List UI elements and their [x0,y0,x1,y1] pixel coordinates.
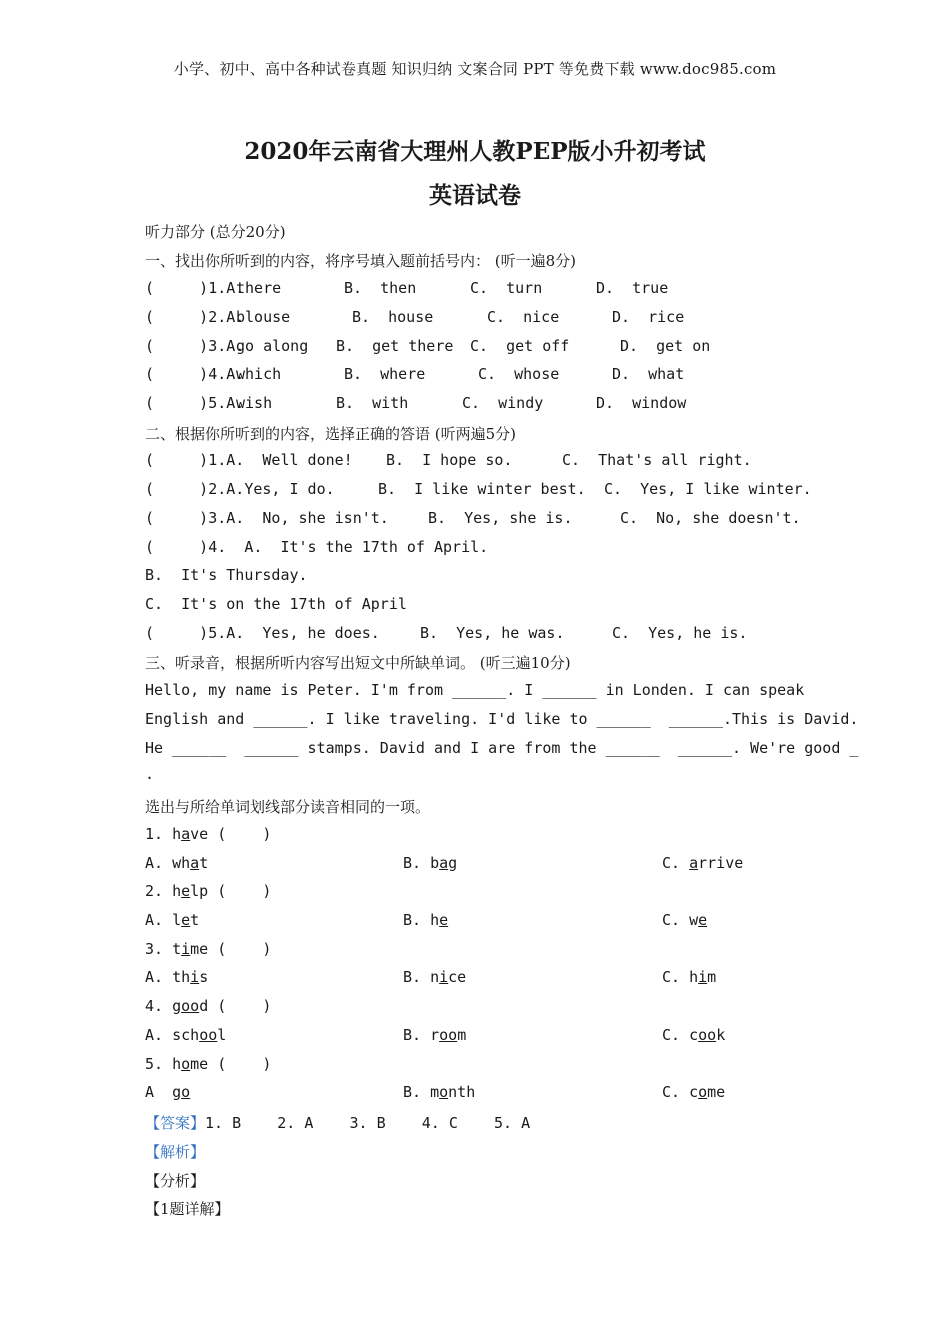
exam-subtitle: 英语试卷 [429,182,521,209]
phonics-option-c: C. cook [662,1026,726,1044]
phonics-option-a: A. what [145,854,209,872]
phonics-option-a: A. let [145,911,200,929]
fenxi-tag: 【分析】 [145,1172,206,1190]
phonics-question: 4. good ( ) [145,997,272,1015]
phonics-option-b: B. he [403,911,449,929]
phonics-option-c: C. arrive [662,854,744,872]
section2-q5-c: C. Yes, he is. [612,624,748,642]
section2-q2-b: B. I like winter best. [378,480,586,498]
listening-total: 听力部分 (总分20分) [145,223,286,241]
phonics-option-c: C. him [662,968,717,986]
phonics-option-a: A go [145,1083,191,1101]
section2-q2-c: C. Yes, I like winter. [604,480,812,498]
exam-title: 2020年云南省大理州人教PEP版小升初考试 [244,138,706,165]
section2-q4-b: B. It's Thursday. [145,566,308,584]
cloze-line: . [145,765,155,783]
document-page: 小学、初中、高中各种试卷真题 知识归纳 文案合同 PPT 等免费下载 www.doc985.com 2020年云南省大理州人教PEP版小升初考试 英语试卷 听力部分 (总分20分) 一、找出你所听到的内容，将序号填入题前括号内： (听一遍8分) ( )1.A. there B. then C. turn D. true ( )2.A. blouse B. house C. nice D. rice ( )3.A. go along B. get there C. get off D. get on ( )4.A. which B. where C. whose D. what ( )5.A. wish B. with C. windy D. window 二、根据你所听到的内容，选择正确的答语 (听两遍5分) ( )1.A. Well done! B. I hope so. C. That's all right. ( )2.A.Yes, I do. B. I like winter best. C. Yes, I like winter. ( )3.A. No, she isn't. B. Yes, she is. C. No, she doesn't. ( )4. A. It's the 17th of April. B. It's Thursday. C. It's on the 17th of April ( )5.A. Yes, he does. B. Yes, he was. C. Yes, he is. 三、听录音，根据所听内容写出短文中所缺单词。 (听三遍10分) Hello, my name is Peter. I'm from ______. I ______ in Londen. I can speak English and ______. I like traveling. I'd like to ______ ______.This is David. He ______ ______ stamps. David and I are from the ______ ______. We're good _ . 选出与所给单词划线部分读音相同的一项。 1. have ( ) A. what B. bag C. arrive 2. help ( ) A. let B. he C. we 3. time ( ) A. this B. nice C. him 4. good ( ) A. school B. room C. cook 5. home ( ) A go B. month C. come 【答案】1. B 2. A 3. B 4. C 5. A 【解析】 【分析】 【1题详解】 [0,0,950,1344]
answer-tag: 【答案】 [145,1114,206,1132]
section1-heading: 一、找出你所听到的内容，将序号填入题前括号内： (听一遍8分) [145,252,577,270]
phonics-option-a: A. this [145,968,209,986]
phonics-option-a: A. school [145,1026,227,1044]
phonics-question: 3. time ( ) [145,940,272,958]
phonics-question: 1. have ( ) [145,825,272,843]
answer-text: 1. B 2. A 3. B 4. C 5. A [205,1114,531,1132]
answer-line [145,1112,530,1133]
phonics-option-c: C. we [662,911,708,929]
section2-q2-a: ( )2.A.Yes, I do. [145,480,335,498]
section2-q1-c: C. That's all right. [562,451,752,469]
cloze-line: He ______ ______ stamps. David and I are from the ______ ______. We're good _ [145,739,859,757]
phonics-option-b: B. bag [403,854,458,872]
section2-q3-c: C. No, she doesn't. [620,509,801,527]
section2-q3-b: B. Yes, she is. [428,509,573,527]
analysis-tag: 【解析】 [145,1143,206,1161]
cloze-line: English and ______. I like traveling. I'd like to ______ ______.This is David. [145,710,859,728]
section2-heading: 二、根据你所听到的内容，选择正确的答语 (听两遍5分) [145,425,517,443]
section2-q1-a: ( )1.A. Well done! [145,451,353,469]
cloze-line: Hello, my name is Peter. I'm from ______. I ______ in Londen. I can speak [145,681,805,699]
section3-heading: 三、听录音，根据所听内容写出短文中所缺单词。 (听三遍10分) [145,654,571,672]
section2-q4-a: ( )4. A. It's the 17th of April. [145,538,489,556]
section2-q4-c: C. It's on the 17th of April [145,595,407,613]
phonics-option-b: B. room [403,1026,467,1044]
phonics-question: 2. help ( ) [145,882,272,900]
phonics-heading: 选出与所给单词划线部分读音相同的一项。 [145,798,431,816]
detail-tag: 【1题详解】 [145,1200,230,1218]
section2-q3-a: ( )3.A. No, she isn't. [145,509,389,527]
phonics-option-c: C. come [662,1083,726,1101]
phonics-question: 5. home ( ) [145,1055,272,1073]
page-header: 小学、初中、高中各种试卷真题 知识归纳 文案合同 PPT 等免费下载 www.doc985.com [173,60,777,78]
section2-q5-b: B. Yes, he was. [420,624,565,642]
section2-q1-b: B. I hope so. [386,451,513,469]
phonics-option-b: B. nice [403,968,467,986]
section2-q5-a: ( )5.A. Yes, he does. [145,624,380,642]
phonics-option-b: B. month [403,1083,476,1101]
